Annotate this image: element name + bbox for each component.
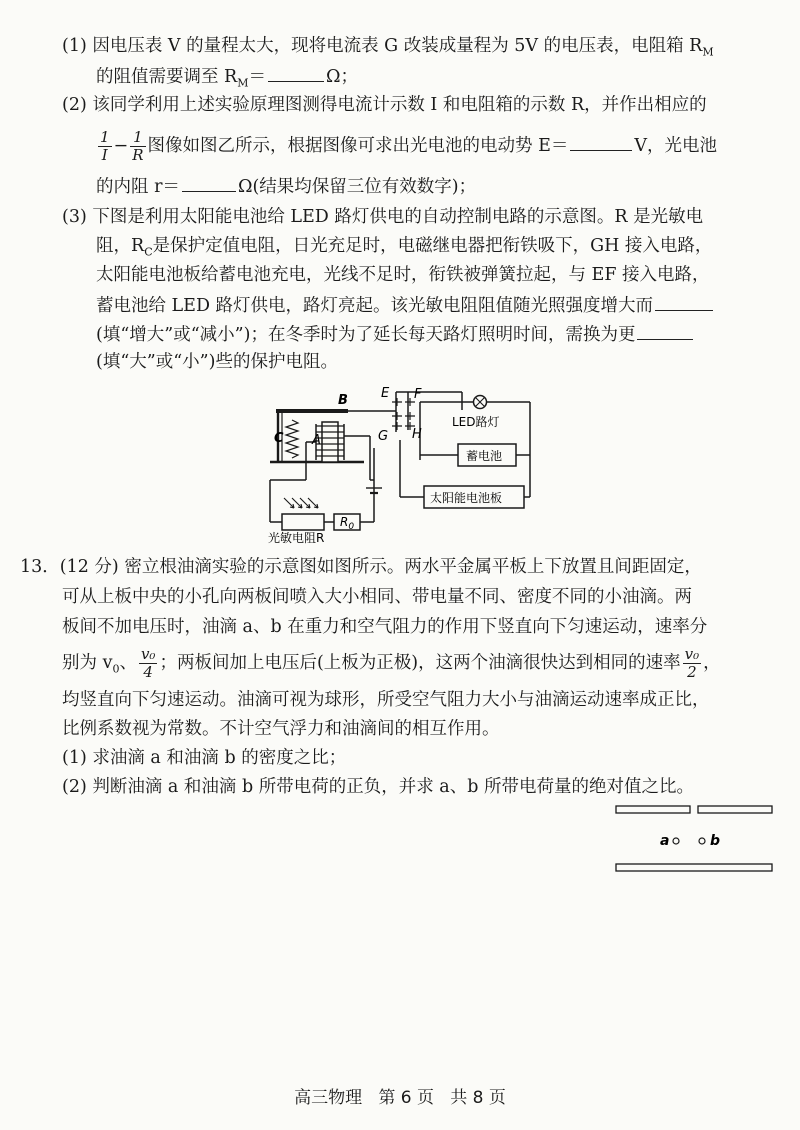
r0-label: $R_0$: [340, 515, 355, 532]
answer-blank-rm[interactable]: [268, 63, 324, 82]
answer-blank-resistance-trend[interactable]: [655, 292, 713, 311]
relay-circuit-diagram: [262, 380, 552, 545]
label-f: F: [414, 387, 422, 402]
label-c: C: [274, 431, 284, 446]
q12-part3-line5: (填“增大”或“减小”)；在冬季时为了延长每天路灯照明时间，需换为更: [96, 321, 695, 347]
page-footer: [0, 1083, 800, 1108]
millikan-plates-diagram: [612, 800, 782, 880]
q12-part2-line3: 的内阻 r＝ Ω(结果均保留三位有效数字)；: [96, 173, 476, 199]
label-e: E: [381, 386, 390, 401]
footer-total: 共 8 页: [450, 1088, 506, 1108]
q12-part3-line1: (3) 下图是利用太阳能电池给 LED 路灯供电的自动控制电路的示意图。R 是光敏电: [62, 207, 704, 227]
label-a: A: [312, 433, 321, 448]
footer-page: 第 6 页: [378, 1088, 434, 1108]
q13-line5: 均竖直向下匀速运动。油滴可视为球形，所受空气阻力大小与油滴运动速率成正比，: [62, 690, 710, 710]
oil-drop-a: [673, 838, 679, 844]
footer-subject: 高三物理: [294, 1088, 363, 1108]
answer-blank-emf[interactable]: [570, 132, 632, 151]
q13-line3: 板间不加电压时，油滴 a、b 在重力和空气阻力的作用下竖直向下匀速运动，速率分: [62, 617, 708, 637]
label-h: H: [412, 427, 422, 442]
fraction-1-over-i: $\frac{1}{I}$: [100, 128, 110, 164]
q13-part1: (1) 求油滴 a 和油滴 b 的密度之比；: [62, 748, 347, 768]
rm-subscript: M: [702, 45, 714, 59]
oil-drop-b: [699, 838, 705, 844]
q13-line6: 比例系数视为常数。不计空气浮力和油滴间的相互作用。: [62, 719, 500, 739]
q12-part3-line4: 蓄电池给 LED 路灯供电，路灯亮起。该光敏电阻阻值随光照强度增大而: [96, 292, 715, 318]
fraction-v0-over-4: $\frac{\text{v₀}}{4}$: [140, 645, 156, 681]
q13-line4: 别为 $v_0$、 $\frac{\text{v₀}}{4}$ ；两板间加上电压后(上板为正极)，这两个油滴很快达到相同的速率 $\frac{\text{v₀}}{2}$ ，: [62, 645, 721, 681]
q12-part3-line2: 阻，$R_C$是保护定值电阻，日光充足时，电磁继电器把衔铁吸下，GH 接入电路，: [96, 236, 713, 259]
drop-b-label: b: [710, 833, 721, 849]
answer-blank-protect-resistor[interactable]: [637, 321, 693, 340]
drop-a-label: a: [660, 833, 670, 849]
led-lamp-label: LED路灯: [452, 415, 500, 429]
label-g: G: [378, 429, 389, 444]
q12-part1-line2: 的阻值需要调至 $R_M= \Omega$；: [96, 63, 358, 96]
fraction-1-over-r: $\frac{1}{R}$: [132, 128, 144, 164]
q12-part3-line3: 太阳能电池板给蓄电池充电，光线不足时，衔铁被弹簧拉起，与 EF 接入电路，: [96, 265, 710, 285]
q13-line2: 可从上板中央的小孔向两板间喷入大小相同、带电量不同、密度不同的小油滴。两: [62, 587, 692, 607]
solar-panel-label: 太阳能电池板: [430, 491, 503, 505]
battery-label: 蓄电池: [466, 449, 503, 463]
q12-part2-line2: $\frac{1}{I}$ − $\frac{1}{R}$ 图像如图乙所示，根据图像可求出光电池的电动势 E＝ V，光电池: [100, 128, 717, 164]
fraction-v0-over-2: $\frac{\text{v₀}}{2}$: [684, 645, 700, 681]
q12-part1-line1: (1) 因电压表 V 的量程太大，现将电流表 G 改装成量程为 5V 的电压表，电阻箱 $R_M$: [62, 36, 714, 59]
q13-line1: 13．(12 分) 密立根油滴实验的示意图如图所示。两水平金属平板上下放置且间距固定，: [20, 557, 702, 577]
q12-part3-line6: (填“大”或“小”)些的保护电阻。: [96, 352, 338, 372]
photoresistor-label: 光敏电阻R: [268, 531, 325, 545]
answer-blank-internal-resistance[interactable]: [182, 173, 236, 192]
q13-part2: (2) 判断油滴 a 和油滴 b 所带电荷的正负，并求 a、b 所带电荷量的绝对值之比。: [62, 777, 694, 797]
label-b: B: [338, 393, 348, 408]
q12-part2-line1: (2) 该同学利用上述实验原理图测得电流计示数 I 和电阻箱的示数 R，并作出相应的: [62, 95, 707, 115]
